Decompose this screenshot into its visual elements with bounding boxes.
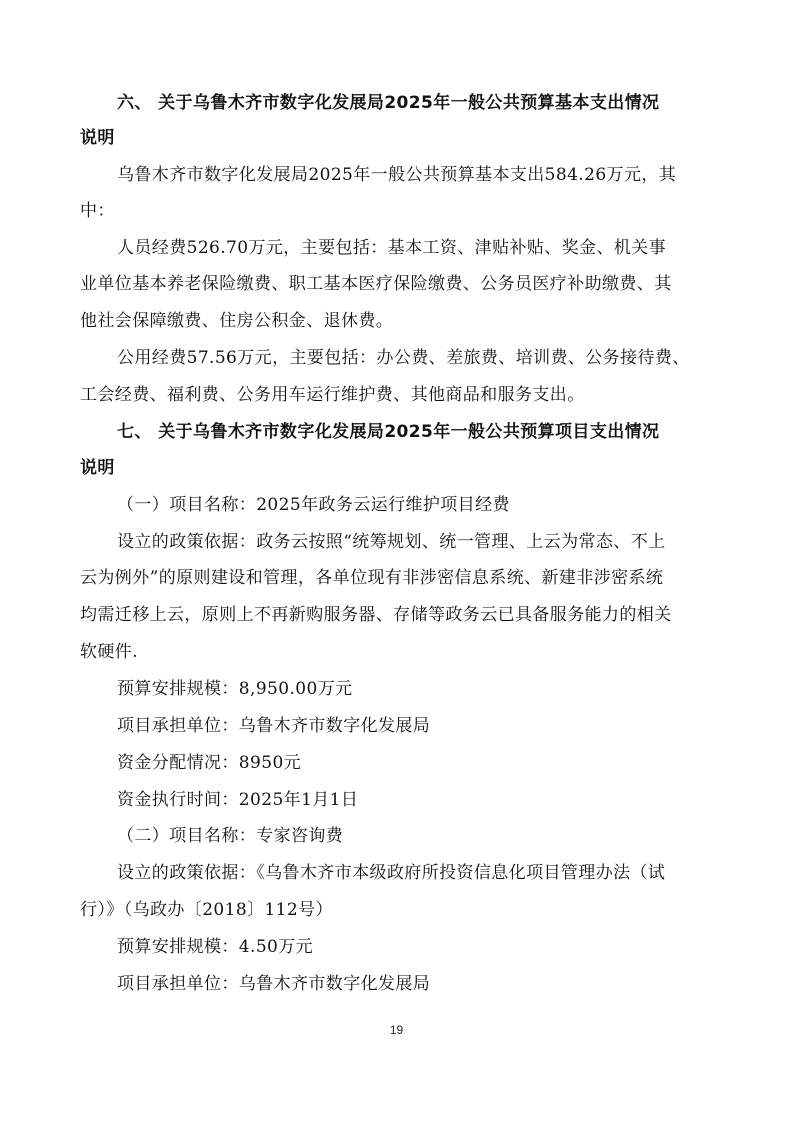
paragraph-line: 云为例外”的原则建设和管理，各单位现有非涉密信息系统、新建非涉密系统 — [80, 568, 664, 588]
paragraph-line: 中： — [80, 201, 115, 221]
paragraph-line: 人员经费526.70万元，主要包括：基本工资、津贴补贴、奖金、机关事 — [117, 238, 667, 258]
budget-scale: 预算安排规模：4.50万元 — [117, 937, 314, 957]
project-unit: 项目承担单位：乌鲁木齐市数字化发展局 — [117, 716, 431, 736]
item-title: （二）项目名称：专家咨询费 — [117, 826, 344, 846]
project-unit: 项目承担单位：乌鲁木齐市数字化发展局 — [117, 974, 431, 994]
paragraph-line: 行）》（乌政办〔2018〕112号） — [80, 900, 333, 920]
paragraph-line: 均需迁移上云，原则上不再新购服务器、存储等政务云已具备服务能力的相关 — [80, 605, 672, 625]
section-seven-heading-cont: 说明 — [80, 458, 115, 478]
execution-time: 资金执行时间：2025年1月1日 — [117, 790, 359, 810]
fund-allocation: 资金分配情况：8950元 — [117, 753, 302, 773]
page-number: 19 — [389, 1023, 404, 1037]
paragraph-line: 设立的政策依据：《乌鲁木齐市本级政府所投资信息化项目管理办法（试 — [117, 863, 666, 883]
section-six-heading-cont: 说明 — [80, 128, 115, 148]
budget-scale: 预算安排规模：8,950.00万元 — [117, 679, 353, 699]
paragraph-line: 设立的政策依据：政务云按照“统筹规划、统一管理、上云为常态、不上 — [117, 532, 666, 552]
paragraph-line: 他社会保障缴费、住房公积金、退休费。 — [80, 311, 394, 331]
section-six-heading: 六、 关于乌鲁木齐市数字化发展局2025年一般公共预算基本支出情况 — [117, 93, 660, 113]
paragraph-line: 乌鲁木齐市数字化发展局2025年一般公共预算基本支出584.26万元，其 — [117, 165, 677, 185]
paragraph-line: 业单位基本养老保险缴费、职工基本医疗保险缴费、公务员医疗补助缴费、其 — [80, 274, 672, 294]
paragraph-line: 软硬件. — [80, 642, 139, 662]
paragraph-line: 工会经费、福利费、公务用车运行维护费、其他商品和服务支出。 — [80, 385, 585, 405]
item-title: （一）项目名称：2025年政务云运行维护项目经费 — [117, 495, 510, 515]
paragraph-line: 公用经费57.56万元，主要包括：办公费、差旅费、培训费、公务接待费、 — [117, 348, 690, 368]
section-seven-heading: 七、 关于乌鲁木齐市数字化发展局2025年一般公共预算项目支出情况 — [117, 422, 660, 442]
